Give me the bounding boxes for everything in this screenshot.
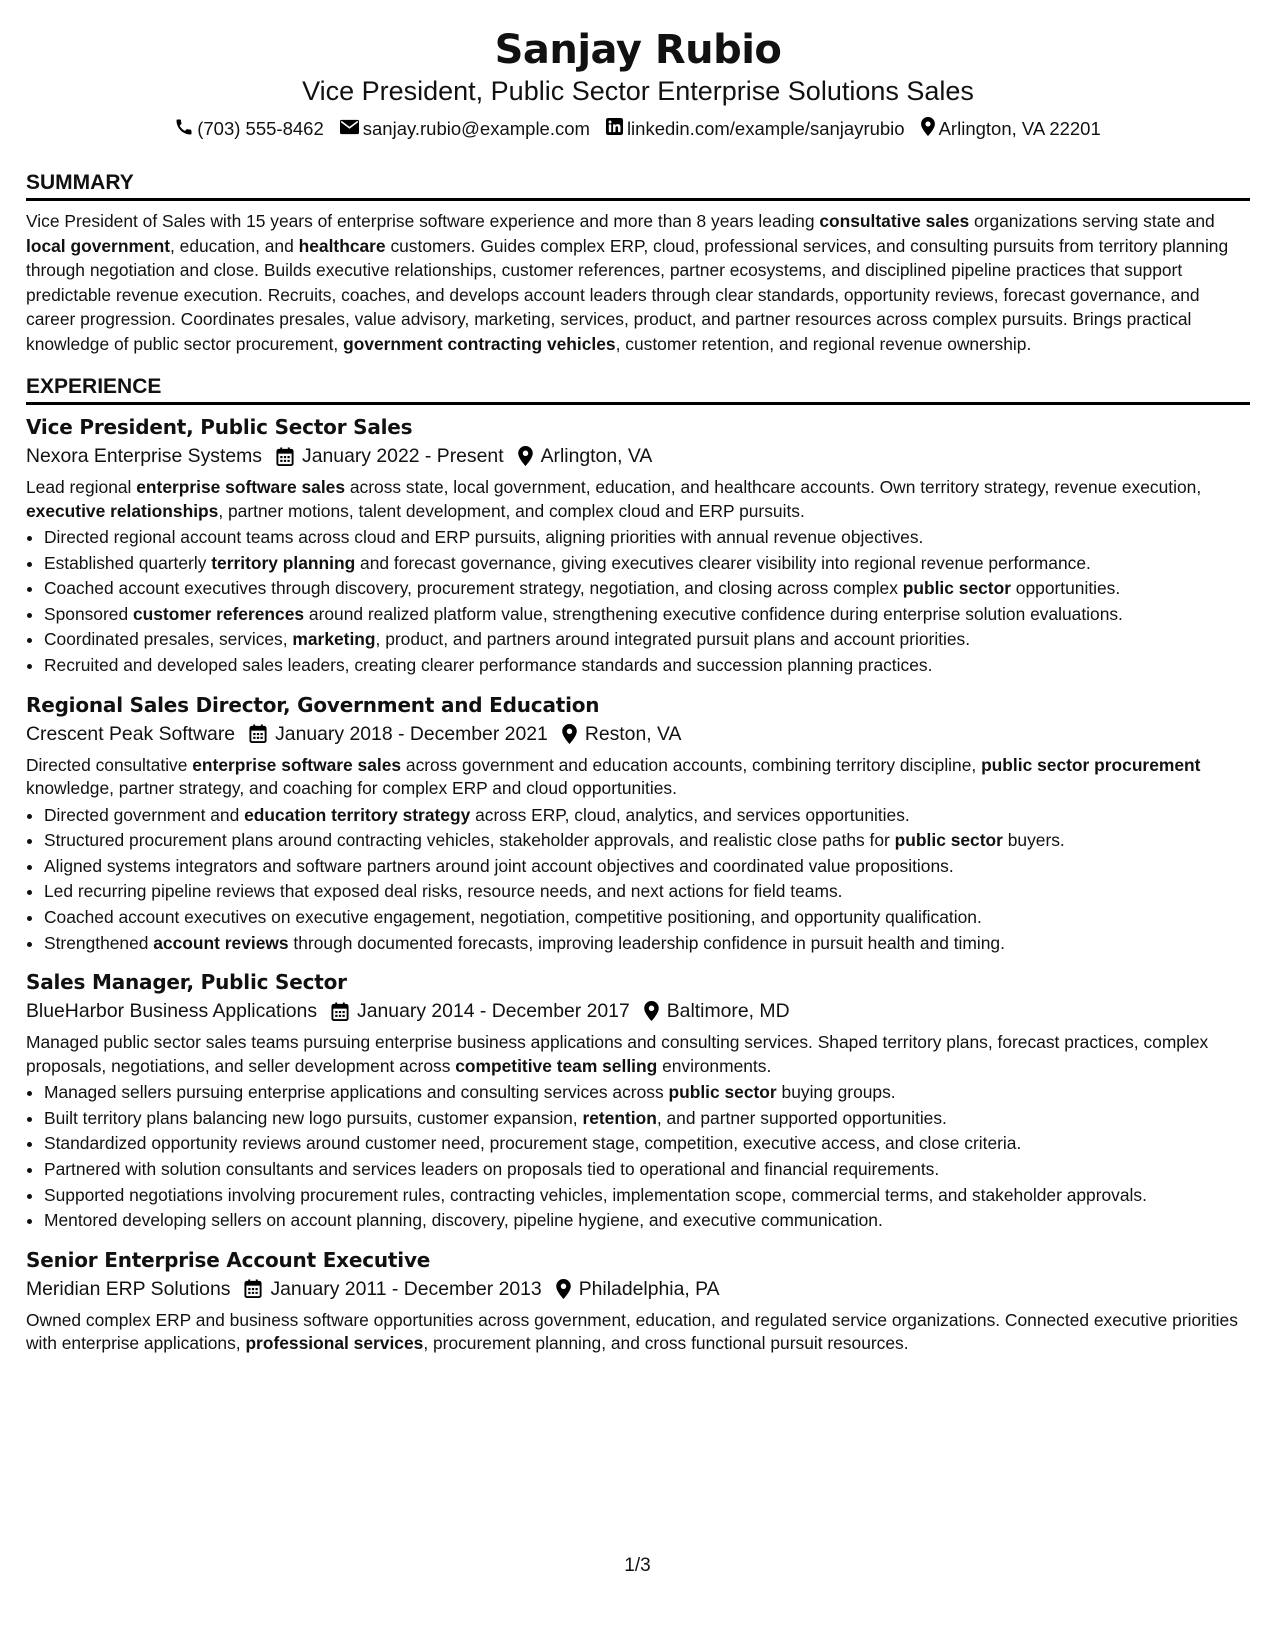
list-item: • Aligned systems integrators and software partners around joint account objectives and coordinated value propositions.	[44, 854, 1250, 880]
linkedin-icon	[606, 118, 627, 140]
emphasis-text: customer references	[132, 603, 305, 624]
job-entry	[26, 413, 1250, 679]
summary-heading: SUMMARY	[26, 171, 1250, 201]
company-name: Crescent Peak Software	[26, 722, 236, 745]
job-meta	[26, 443, 1250, 469]
job-location: Baltimore, MD	[666, 1000, 790, 1023]
calendar-icon	[276, 447, 294, 466]
job-description: Lead regional enterprise software sales across state, local government, education, and healthcare accounts. Own territory strategy, revenue execution, executive relationships, partner motions, talent development, and complex cloud and ERP pursuits.	[26, 477, 1202, 521]
job-entry	[26, 1246, 1250, 1356]
emphasis-text: account reviews	[153, 932, 289, 953]
contact-phone	[175, 118, 324, 141]
emphasis-text: retention	[582, 1107, 657, 1128]
map-pin-icon	[644, 1001, 659, 1021]
achievement-list	[26, 803, 1250, 957]
company-name: Nexora Enterprise Systems	[26, 445, 263, 467]
job-meta	[26, 998, 1250, 1024]
list-item: • Coached account executives through discovery, procurement strategy, negotiation, and closing across complex public sector opportunities.	[44, 576, 1250, 602]
list-item: • Strengthened account reviews through documented forecasts, improving leadership confidence in pursuit health and timing.	[44, 931, 1250, 957]
job-description: Managed public sector sales teams pursuing enterprise business applications and consulting services. Shaped territory plans, forecast practices, complex proposals, negotiations, and seller development across competitive team selling environments.	[26, 1032, 1209, 1076]
emphasis-text: enterprise software sales	[136, 477, 346, 497]
email-address[interactable]: sanjay.rubio@example.com	[362, 118, 590, 139]
linkedin-url[interactable]: linkedin.com/example/sanjayrubio	[626, 118, 905, 139]
page-indicator: 1/3	[624, 1555, 651, 1576]
emphasis-text: healthcare	[298, 235, 386, 256]
experience-heading: EXPERIENCE	[26, 375, 1250, 405]
phone-number: (703) 555-8462	[197, 118, 324, 139]
job-title: Senior Enterprise Account Executive	[26, 1247, 431, 1272]
job-title: Regional Sales Director, Government and Education	[26, 692, 600, 717]
emphasis-text: territory planning	[211, 552, 356, 573]
job-title: Vice President, Public Sector Sales	[26, 415, 413, 439]
job-dates: January 2011 - December 2013	[270, 1277, 542, 1300]
candidate-name: Sanjay Rubio	[494, 27, 782, 73]
job-location: Philadelphia, PA	[578, 1277, 720, 1300]
job-dates: January 2022 - Present	[302, 445, 504, 467]
job-dates: January 2018 - December 2021	[275, 722, 548, 745]
map-pin-icon	[921, 117, 939, 141]
company-name: Meridian ERP Solutions	[26, 1277, 231, 1300]
emphasis-text: consultative sales	[819, 211, 970, 231]
list-item: • Structured procurement plans around contracting vehicles, stakeholder approvals, and realistic close paths for public sector buyers.	[44, 828, 1250, 854]
contact-email[interactable]	[340, 118, 590, 140]
list-item: • Established quarterly territory planning and forecast governance, giving executives clearer visibility into regional revenue performance.	[44, 551, 1250, 577]
emphasis-text: enterprise software sales	[192, 754, 402, 775]
map-pin-icon	[518, 446, 533, 466]
experience-list	[26, 413, 1250, 1356]
list-item: • Directed regional account teams across cloud and ERP pursuits, aligning priorities with annual revenue objectives.	[44, 525, 1250, 551]
calendar-icon	[331, 1002, 349, 1021]
emphasis-text: public sector	[668, 1082, 777, 1103]
job-entry	[26, 968, 1250, 1234]
emphasis-text: public sector procurement	[981, 754, 1201, 775]
envelope-icon	[340, 118, 363, 140]
emphasis-text: public sector	[902, 578, 1011, 599]
list-item: • Built territory plans balancing new logo pursuits, customer expansion, retention, and partner supported opportunities.	[44, 1106, 1250, 1132]
job-description: Directed consultative enterprise software sales across government and education accounts, combining territory discipline, public sector procurement knowledge, partner strategy, and coaching for complex ERP and cloud opportunities.	[26, 754, 1201, 799]
achievement-list	[26, 525, 1250, 679]
contact-bar	[26, 117, 1250, 141]
job-title: Sales Manager, Public Sector	[26, 970, 347, 995]
job-entry	[26, 691, 1250, 957]
list-item: • Partnered with solution consultants and services leaders on proposals tied to operational and financial requirements.	[44, 1157, 1250, 1183]
candidate-title: Vice President, Public Sector Enterprise Solutions Sales	[302, 76, 974, 106]
emphasis-text: government contracting vehicles	[343, 333, 616, 354]
list-item: • Sponsored customer references around realized platform value, strengthening executive confidence during enterprise solution evaluations.	[44, 602, 1250, 628]
job-meta	[26, 721, 1250, 747]
list-item: • Mentored developing sellers on account planning, discovery, pipeline hygiene, and executive communication.	[44, 1208, 1250, 1234]
summary-text: Vice President of Sales with 15 years of enterprise software experience and more than 8 years leading consultative sales organizations serving state and local government, education, and healthcare customers. Guides complex ERP, cloud, professional services, and consulting pursuits from territory planning through negotiation and close. Builds executive relationships, customer references, partner ecosystems, and disciplined pipeline practices that support predictable revenue execution. Recruits, coaches, and develops account leaders through clear standards, opportunity reviews, forecast governance, and career progression. Coordinates presales, value advisory, marketing, services, product, and partner resources across complex pursuits. Brings practical knowledge of public sector procurement, government contracting vehicles, customer retention, and regional revenue ownership.	[26, 211, 1229, 354]
contact-location	[921, 117, 1101, 141]
map-pin-icon	[556, 1279, 571, 1299]
list-item: • Led recurring pipeline reviews that exposed deal risks, resource needs, and next actions for field teams.	[44, 879, 1250, 905]
job-location: Arlington, VA	[540, 445, 653, 467]
emphasis-text: executive relationships	[26, 500, 219, 521]
job-dates: January 2014 - December 2017	[357, 1000, 630, 1023]
emphasis-text: professional services	[245, 1333, 424, 1354]
contact-linkedin[interactable]	[606, 118, 905, 140]
job-meta	[26, 1276, 1250, 1302]
calendar-icon	[249, 724, 267, 743]
emphasis-text: education territory strategy	[244, 804, 471, 825]
emphasis-text: local government	[26, 235, 170, 256]
phone-icon	[175, 118, 197, 141]
list-item: • Managed sellers pursuing enterprise applications and consulting services across public sector buying groups.	[44, 1080, 1250, 1106]
achievement-list	[26, 1080, 1250, 1234]
map-pin-icon	[562, 724, 577, 744]
emphasis-text: public sector	[894, 830, 1003, 851]
list-item: • Coordinated presales, services, marketing, product, and partners around integrated pursuit plans and account priorities.	[44, 627, 1250, 653]
list-item: • Directed government and education territory strategy across ERP, cloud, analytics, and services opportunities.	[44, 803, 1250, 829]
calendar-icon	[244, 1279, 262, 1298]
list-item: • Standardized opportunity reviews around customer need, procurement stage, competition, executive access, and close criteria.	[44, 1131, 1250, 1157]
company-name: BlueHarbor Business Applications	[26, 1000, 318, 1023]
resume-page	[26, 0, 1250, 1356]
emphasis-text: competitive team selling	[455, 1055, 658, 1076]
list-item: • Recruited and developed sales leaders, creating clearer performance standards and succession planning practices.	[44, 653, 1250, 679]
job-location: Reston, VA	[584, 722, 682, 745]
list-item: • Coached account executives on executive engagement, negotiation, competitive positioning, and opportunity qualification.	[44, 905, 1250, 931]
job-description: Owned complex ERP and business software opportunities across government, education, and regulated service organizations. Connected executive priorities with enterprise applications, professional services, procurement planning, and cross functional pursuit resources.	[26, 1309, 1238, 1354]
location-text: Arlington, VA 22201	[938, 118, 1101, 139]
list-item: • Supported negotiations involving procurement rules, contracting vehicles, implementation scope, commercial terms, and stakeholder approvals.	[44, 1183, 1250, 1209]
emphasis-text: marketing	[292, 629, 376, 650]
